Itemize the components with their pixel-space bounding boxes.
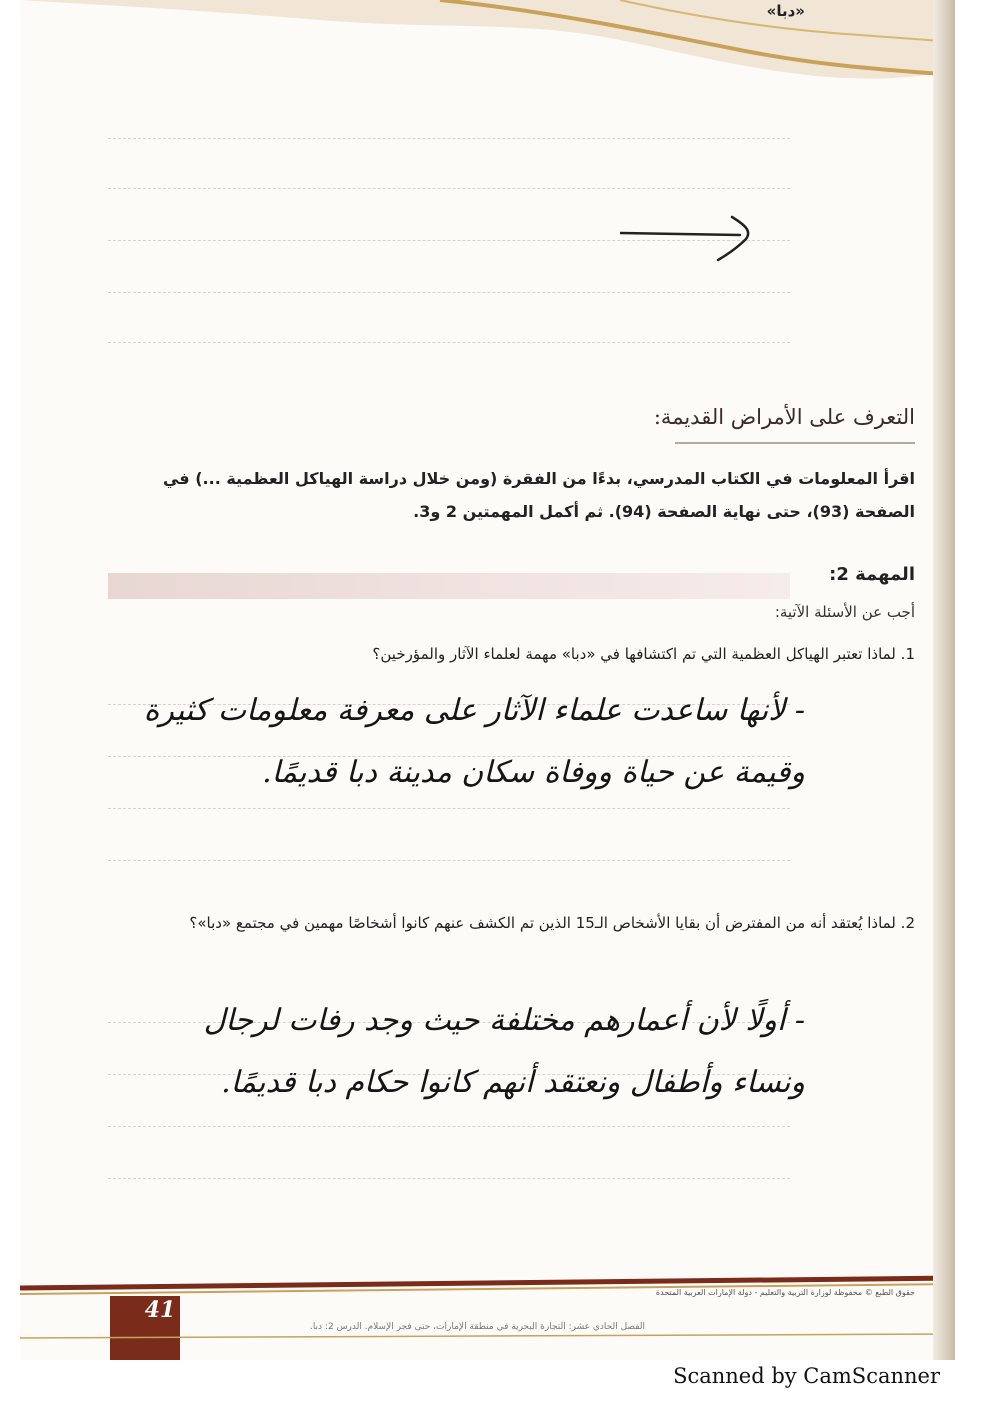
question-number: 1. bbox=[900, 645, 915, 663]
answer-line bbox=[108, 1126, 790, 1127]
question-1 bbox=[108, 638, 915, 670]
question-text: لماذا تعتبر الهياكل العظمية التي تم اكتشافها في «دبا» مهمة لعلماء الآثار والمؤرخين؟ bbox=[372, 645, 896, 663]
task-prompt: أجب عن الأسئلة الآتية: bbox=[774, 603, 915, 621]
answer-line bbox=[108, 138, 790, 139]
reading-instructions: اقرأ المعلومات في الكتاب المدرسي، بدءًا من الفقرة (ومن خلال دراسة الهياكل العظمية ...) في الصفحة (93)، حتى نهاية الصفحة (94). ثم أكمل المهمتين 2 و3. bbox=[162, 469, 915, 521]
worksheet-page bbox=[20, 0, 955, 1360]
answer-line bbox=[108, 342, 790, 343]
answer-line bbox=[108, 1178, 790, 1179]
copyright-notice: حقوق الطبع © محفوظة لوزارة التربية والتعليم - دولة الإمارات العربية المتحدة bbox=[655, 1288, 915, 1297]
question-text: لماذا يُعتقد أنه من المفترض أن بقايا الأشخاص الـ15 الذين تم الكشف عنهم كانوا أشخاصًا مهمين في مجتمع «دبا»؟ bbox=[189, 914, 896, 932]
header-wave-decoration bbox=[20, 0, 955, 110]
section-title-underline bbox=[675, 442, 915, 444]
answer-line bbox=[108, 292, 790, 293]
task-title: المهمة 2: bbox=[829, 564, 915, 585]
lesson-name: «دبا» bbox=[766, 2, 805, 20]
section-title: التعرف على الأمراض القديمة: bbox=[653, 405, 915, 429]
page-edge-shadow bbox=[933, 0, 955, 1360]
handwritten-answer-1: - لأنها ساعدت علماء الآثار على معرفة معلومات كثيرة وقيمة عن حياة ووفاة سكان مدينة دبا قديمًا. bbox=[143, 693, 805, 790]
task-header-bar bbox=[108, 573, 790, 599]
scanner-watermark: Scanned by CamScanner bbox=[673, 1364, 940, 1388]
footer-lesson-info: الفصل الحادي عشر: التجارة البحرية في منطقة الإمارات، حتى فجر الإسلام. الدرس 2: دبا. bbox=[309, 1322, 645, 1332]
answer-line bbox=[108, 808, 790, 809]
handwritten-answer-2: - أولًا لأن أعمارهم مختلفة حيث وجد رفات لرجال ونساء وأطفال ونعتقد أنهم كانوا حكام دبا قديمًا. bbox=[203, 1003, 805, 1100]
handwritten-arrow-icon bbox=[620, 205, 760, 265]
question-2 bbox=[108, 907, 915, 939]
answer-line bbox=[108, 188, 790, 189]
page-number: 41 bbox=[144, 1297, 176, 1323]
answer-line bbox=[108, 860, 790, 861]
question-number: 2. bbox=[900, 914, 915, 932]
